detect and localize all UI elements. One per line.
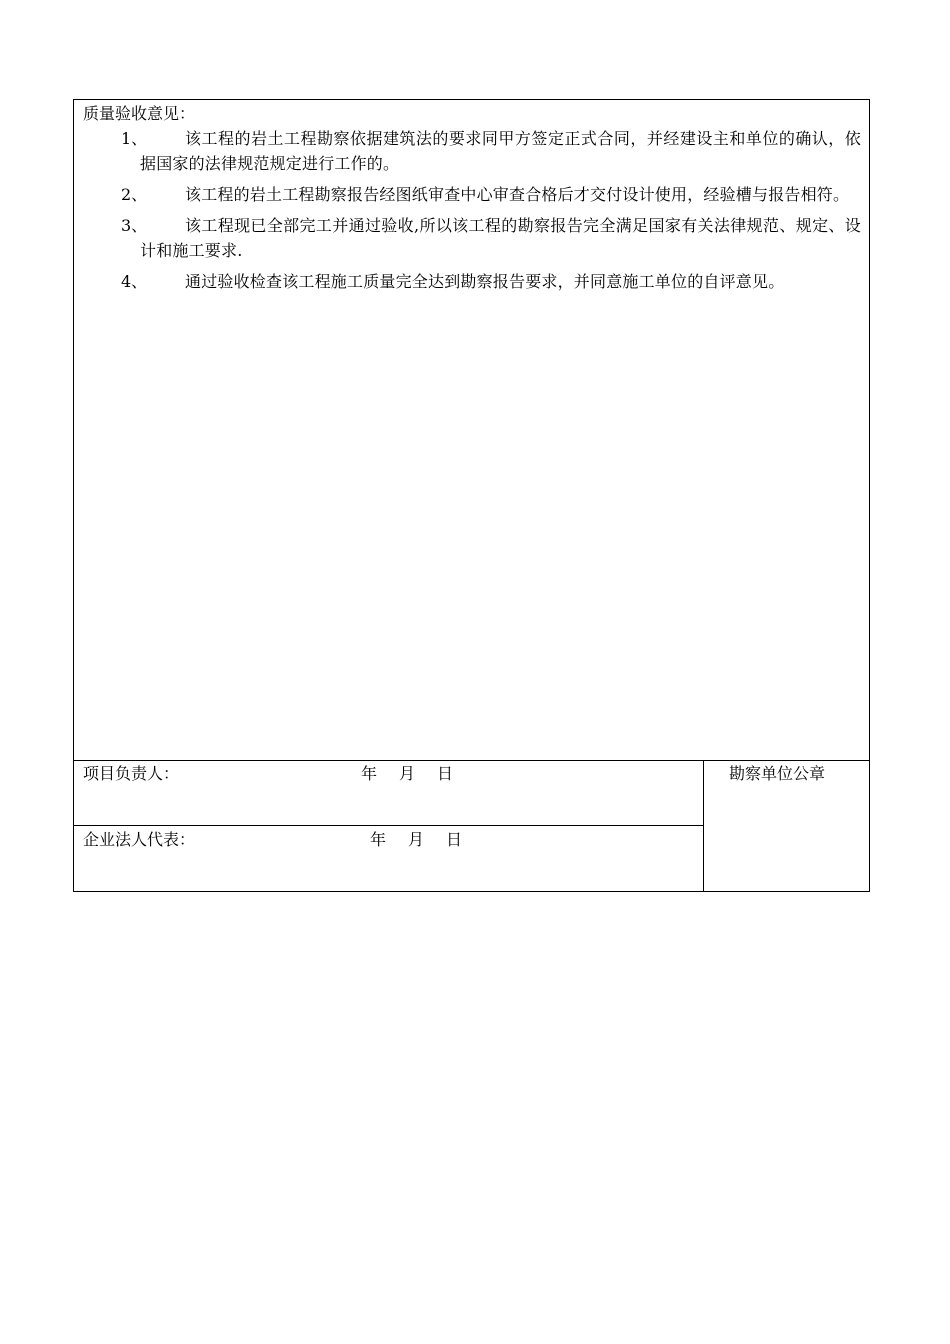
- seal-cell: [704, 760, 869, 891]
- date-day-label: 日: [446, 830, 463, 849]
- project-leader-label: 项目负责人：: [83, 764, 180, 783]
- opinion-item-text: 该工程现已全部完工并通过验收,所以该工程的勘察报告完全满足国家有关法律规范、规定、设计和施工要求.: [140, 216, 861, 260]
- opinion-item-number: 1、: [121, 129, 148, 148]
- legal-rep-date: [370, 829, 462, 851]
- opinion-item-number: 2、: [121, 185, 148, 204]
- quality-acceptance-opinion-cell: [74, 100, 869, 761]
- opinion-item-text: 该工程的岩土工程勘察依据建筑法的要求同甲方签定正式合同，并经建设主和单位的确认，依据国家的法律规范规定进行工作的。: [140, 129, 861, 173]
- date-day-label: 日: [437, 764, 454, 783]
- date-month-label: 月: [399, 764, 416, 783]
- date-month-label: 月: [408, 830, 425, 849]
- seal-label: 勘察单位公章: [729, 764, 826, 783]
- project-leader-row: [74, 760, 704, 826]
- opinion-item-number: 4、: [121, 272, 148, 291]
- opinion-item: [74, 126, 869, 176]
- opinion-item-number: 3、: [121, 216, 148, 235]
- opinion-item: [74, 213, 869, 263]
- date-year-label: 年: [370, 830, 387, 849]
- opinion-item: [74, 182, 869, 207]
- opinion-item-text: 通过验收检查该工程施工质量完全达到勘察报告要求，并同意施工单位的自评意见。: [185, 272, 785, 291]
- legal-rep-label: 企业法人代表：: [83, 830, 196, 849]
- opinion-list: [74, 126, 869, 300]
- acceptance-form-table: [73, 99, 870, 892]
- project-leader-date: [361, 763, 453, 785]
- opinion-heading: 质量验收意见：: [83, 104, 196, 123]
- signature-area: [74, 760, 869, 891]
- legal-rep-row: [74, 826, 704, 891]
- opinion-item: [74, 269, 869, 294]
- opinion-item-text: 该工程的岩土工程勘察报告经图纸审查中心审查合格后才交付设计使用，经验槽与报告相符。: [185, 185, 850, 204]
- date-year-label: 年: [361, 764, 378, 783]
